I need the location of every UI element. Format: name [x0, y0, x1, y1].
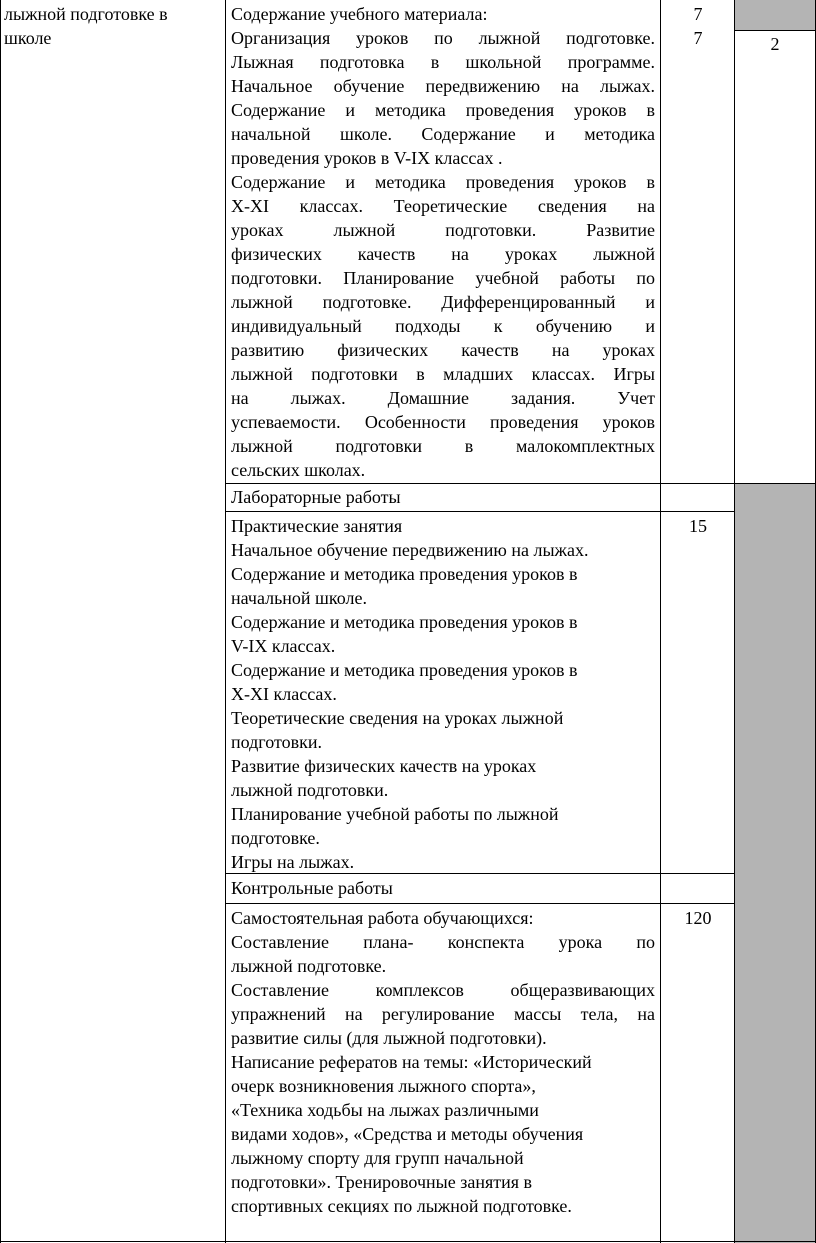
content-line: подготовки. Планирование учебной работы по — [231, 268, 655, 288]
content-line: Организация уроков по лыжной подготовке. — [231, 28, 655, 48]
content-line: Содержание и методика проведения уроков в — [231, 100, 655, 120]
content-line: сельских школах. — [231, 460, 366, 480]
content-line: Лыжная подготовка в школьной программе. — [231, 52, 655, 72]
level-value: 2 — [770, 34, 780, 54]
content-line: подготовки». Тренировочные занятия в — [231, 1172, 533, 1192]
content-line: подготовки. — [231, 732, 322, 752]
hours-value: 7 — [693, 4, 703, 24]
content-line: лыжному спорту для групп начальной — [231, 1148, 524, 1168]
topic-line: школе — [4, 28, 52, 48]
content-line: «Техника ходьбы на лыжах различными — [231, 1100, 539, 1120]
content-line: Составление комплексов общеразвивающих — [231, 980, 655, 1000]
section-heading: Содержание учебного материала: — [231, 4, 488, 24]
content-line: X-XI классах. Теоретические сведения на — [231, 196, 655, 216]
content-line: лыжной подготовки в младших классах. Игры — [231, 364, 655, 384]
content-line: упражнений на регулирование массы тела, на — [231, 1004, 655, 1024]
content-line: уроках лыжной подготовки. Развитие — [231, 220, 655, 240]
section-heading: Самостоятельная работа обучающихся: — [231, 908, 534, 928]
content-line: Содержание и методика проведения уроков в — [231, 172, 655, 192]
independent-work-section — [231, 906, 655, 1218]
content-line: лыжной подготовки в малокомплектных — [231, 436, 655, 456]
shaded-cell-top — [735, 0, 815, 30]
content-line: успеваемости. Особенности проведения уроков — [231, 412, 655, 432]
content-line: Написание рефератов на темы: «Исторический — [231, 1052, 592, 1072]
content-line: Составление плана- конспекта урока по — [231, 932, 655, 952]
content-section — [231, 2, 655, 482]
content-line: видами ходов», «Средства и методы обучения — [231, 1124, 584, 1144]
content-line: физических качеств на уроках лыжной — [231, 244, 655, 264]
shaded-cell-bottom — [735, 483, 815, 1243]
content-line: X-XI классах. — [231, 684, 337, 704]
section-heading: Практические занятия — [231, 516, 403, 536]
content-line: лыжной подготовке. Дифференцированный и — [231, 292, 655, 312]
hours-value: 120 — [684, 908, 712, 928]
hours-value: 15 — [689, 516, 707, 536]
control-works-label: Контрольные работы — [231, 878, 393, 898]
lab-works-label: Лабораторные работы — [231, 487, 401, 507]
content-line: Игры на лыжах. — [231, 852, 355, 872]
content-line: начальной школе. — [231, 588, 367, 608]
topic-line: лыжной подготовке в — [4, 4, 168, 24]
practice-section — [231, 514, 655, 874]
content-line: Содержание и методика проведения уроков в — [231, 660, 578, 680]
content-line: проведения уроков в V-IX классах . — [231, 148, 503, 168]
content-line: индивидуальный подходы к обучению и — [231, 316, 655, 336]
topic-cell — [4, 2, 222, 50]
content-line: лыжной подготовки. — [231, 780, 389, 800]
content-line: Начальное обучение передвижению на лыжах. — [231, 76, 655, 96]
content-line: начальной школе. Содержание и методика — [231, 124, 655, 144]
content-line: Теоретические сведения на уроках лыжной — [231, 708, 564, 728]
content-line: Развитие физических качеств на уроках — [231, 756, 537, 776]
content-line: V-IX классах. — [231, 636, 336, 656]
content-line: на лыжах. Домашние задания. Учет — [231, 388, 655, 408]
hours-value: 7 — [693, 28, 703, 48]
content-line: очерк возникновения лыжного спорта», — [231, 1076, 536, 1096]
content-line: лыжной подготовке. — [231, 956, 387, 976]
content-line: Содержание и методика проведения уроков в — [231, 612, 578, 632]
content-line: развитие силы (для лыжной подготовки). — [231, 1028, 547, 1048]
content-line: развитию физических качеств на уроках — [231, 340, 655, 360]
content-line: подготовке. — [231, 828, 320, 848]
content-line: спортивных секциях по лыжной подготовке. — [231, 1196, 572, 1216]
content-line: Планирование учебной работы по лыжной — [231, 804, 559, 824]
content-line: Содержание и методика проведения уроков в — [231, 564, 578, 584]
content-line: Начальное обучение передвижению на лыжах. — [231, 540, 589, 560]
